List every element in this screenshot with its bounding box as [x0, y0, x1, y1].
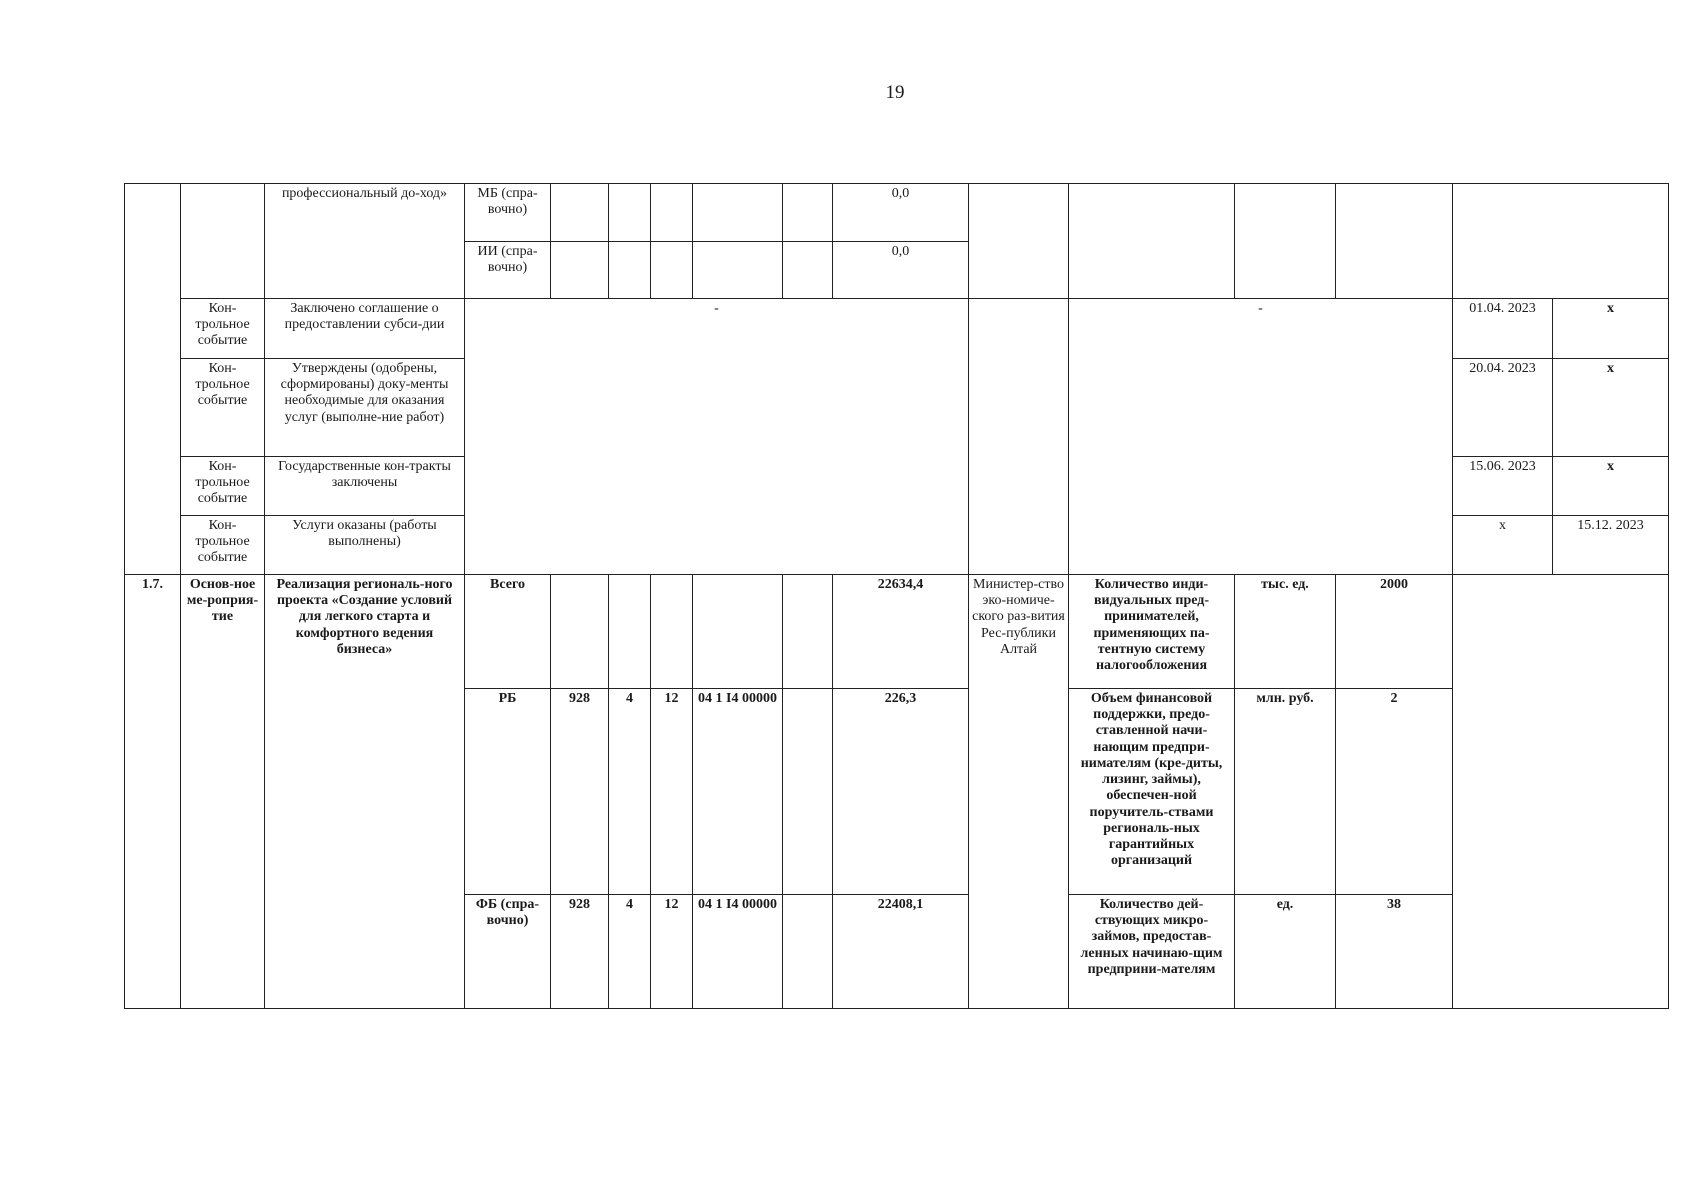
- event-text: Услуги оказаны (работы выполнены): [265, 516, 465, 575]
- program-activities-table: [124, 183, 1669, 1009]
- main-event-executor: Министер-ство эко-номиче-ского раз-вития Рес-публики Алтай: [969, 575, 1069, 1009]
- main-event-type: Основ-ное ме-роприя-тие: [181, 575, 265, 1009]
- cell-pr: [651, 184, 693, 242]
- indicator-unit: тыс. ед.: [1235, 575, 1336, 689]
- activity-name-tail: профессиональный до-ход»: [265, 184, 465, 299]
- event-date-end: x: [1553, 359, 1669, 457]
- event-date-start: x: [1453, 516, 1553, 575]
- indicator-name: Количество инди-видуальных пред-принимателей, применяющих па-тентную систему налогообложения: [1069, 575, 1235, 689]
- cell-pr: [651, 242, 693, 299]
- cell-csr: [693, 184, 783, 242]
- cell-vr: [783, 184, 833, 242]
- dash-mark: -: [1258, 301, 1263, 316]
- finance-pr: [651, 575, 693, 689]
- cell-dates-empty: [1453, 184, 1669, 299]
- finance-source: РБ: [465, 689, 551, 895]
- amount-ii: 0,0: [833, 242, 969, 299]
- finance-rz: [609, 575, 651, 689]
- events-finance-merged: [465, 299, 969, 575]
- finance-amount: 22408,1: [833, 895, 969, 1009]
- finance-vr: [783, 575, 833, 689]
- finance-rz: 4: [609, 895, 651, 1009]
- page-number: 19: [885, 82, 905, 103]
- cell-type-empty: [181, 184, 265, 299]
- main-event-row: [125, 575, 1669, 689]
- event-type: Кон-трольное событие: [181, 457, 265, 516]
- events-indicator-merged: [1069, 299, 1453, 575]
- event-date-end: x: [1553, 299, 1669, 359]
- cell-rz: [609, 242, 651, 299]
- amount-mb: 0,0: [833, 184, 969, 242]
- cell-executor-empty: [969, 184, 1069, 299]
- event-date-end: x: [1553, 457, 1669, 516]
- indicator-value: 2000: [1336, 575, 1453, 689]
- finance-grbs: 928: [551, 895, 609, 1009]
- indicator-value: 38: [1336, 895, 1453, 1009]
- finance-csr: 04 1 I4 00000: [693, 689, 783, 895]
- event-type: Кон-трольное событие: [181, 359, 265, 457]
- main-event-dates-empty: [1453, 575, 1669, 1009]
- finance-pr: 12: [651, 689, 693, 895]
- indicator-name: Объем финансовой поддержки, предо-ставленной начи-нающим предпри-нимателям (кре-диты, лизинг, займы), обеспечен-ной поручитель-ствами региональ-ных гарантийных организаций: [1069, 689, 1235, 895]
- cell-unit-empty: [1235, 184, 1336, 299]
- finance-grbs: [551, 575, 609, 689]
- event-text: Государственные кон-тракты заключены: [265, 457, 465, 516]
- main-event-number: 1.7.: [125, 575, 181, 1009]
- cell-rz: [609, 184, 651, 242]
- source-mb: МБ (спра-вочно): [465, 184, 551, 242]
- cell-value-empty: [1336, 184, 1453, 299]
- event-type: Кон-трольное событие: [181, 299, 265, 359]
- finance-amount: 22634,4: [833, 575, 969, 689]
- event-date-start: 15.06. 2023: [1453, 457, 1553, 516]
- cell-number-empty: [125, 184, 181, 575]
- table-row: [125, 184, 1669, 242]
- finance-amount: 226,3: [833, 689, 969, 895]
- cell-grbs: [551, 184, 609, 242]
- indicator-name: Количество дей-ствующих микро-займов, предостав-ленных начинаю-щим предприни-мателям: [1069, 895, 1235, 1009]
- events-executor-merged: [969, 299, 1069, 575]
- finance-csr: [693, 575, 783, 689]
- cell-indicator-empty: [1069, 184, 1235, 299]
- main-event-name: Реализация региональ-ного проекта «Создание условий для легкого старта и комфортного ведения бизнеса»: [265, 575, 465, 1009]
- finance-csr: 04 1 I4 00000: [693, 895, 783, 1009]
- control-event-row: [125, 299, 1669, 359]
- cell-csr: [693, 242, 783, 299]
- indicator-unit: ед.: [1235, 895, 1336, 1009]
- finance-grbs: 928: [551, 689, 609, 895]
- finance-rz: 4: [609, 689, 651, 895]
- finance-pr: 12: [651, 895, 693, 1009]
- finance-source: Всего: [465, 575, 551, 689]
- cell-vr: [783, 242, 833, 299]
- event-date-start: 20.04. 2023: [1453, 359, 1553, 457]
- event-text: Заключено соглашение о предоставлении субси-дии: [265, 299, 465, 359]
- cell-grbs: [551, 242, 609, 299]
- event-date-end: 15.12. 2023: [1553, 516, 1669, 575]
- finance-source: ФБ (спра-вочно): [465, 895, 551, 1009]
- event-date-start: 01.04. 2023: [1453, 299, 1553, 359]
- finance-vr: [783, 689, 833, 895]
- event-type: Кон-трольное событие: [181, 516, 265, 575]
- indicator-unit: млн. руб.: [1235, 689, 1336, 895]
- dash-mark: -: [714, 301, 719, 316]
- event-text: Утверждены (одобрены, сформированы) доку-менты необходимые для оказания услуг (выполне-ние работ): [265, 359, 465, 457]
- source-ii: ИИ (спра-вочно): [465, 242, 551, 299]
- finance-vr: [783, 895, 833, 1009]
- indicator-value: 2: [1336, 689, 1453, 895]
